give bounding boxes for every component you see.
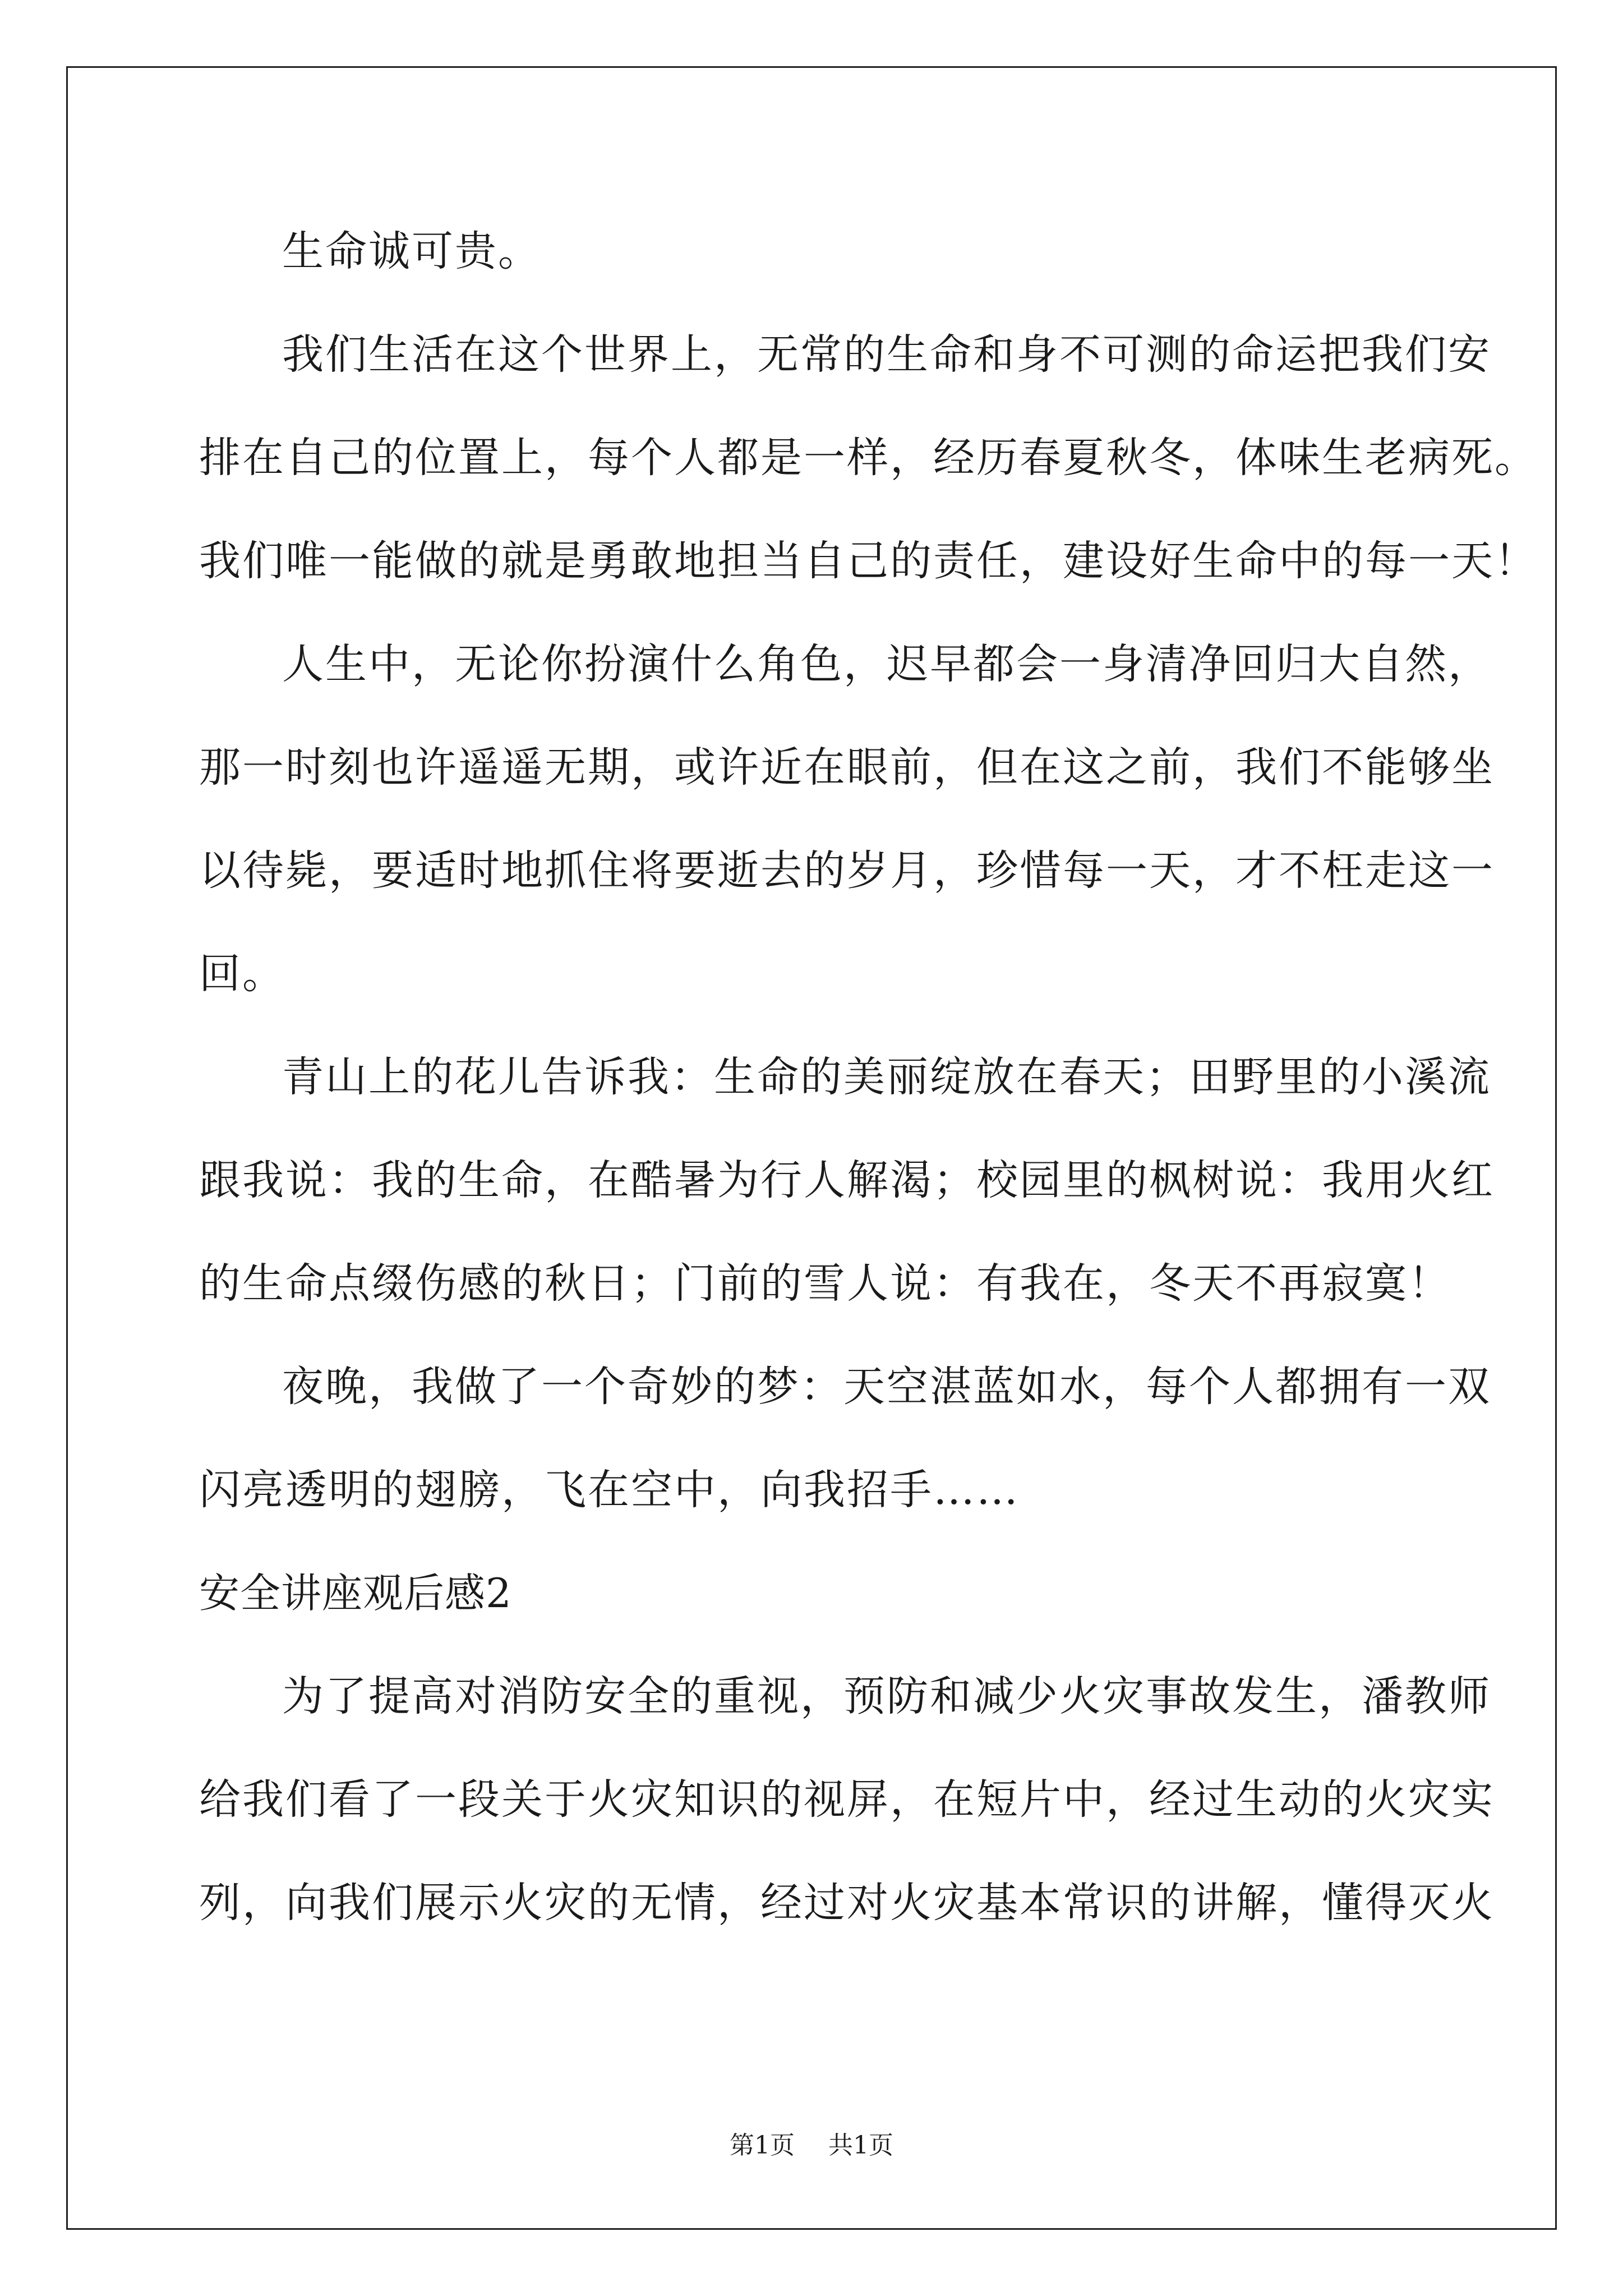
page-total: 共1页 <box>828 2131 893 2160</box>
text-line-12: 夜晚，我做了一个奇妙的梦：天空湛蓝如水，每个人都拥有一双 <box>282 1363 1491 1411</box>
section-heading: 安全讲座观后感2 <box>199 1570 512 1617</box>
text-line-7: 以待毙，要适时地抓住将要逝去的岁月，珍惜每一天，才不枉走这一 <box>199 846 1495 895</box>
page-number: 第1页 <box>730 2131 795 2160</box>
text-line-10: 跟我说：我的生命，在酷暑为行人解渴；校园里的枫树说：我用火红 <box>199 1156 1495 1204</box>
text-line-9: 青山上的花儿告诉我：生命的美丽绽放在春天；田野里的小溪流 <box>282 1053 1491 1101</box>
text-line-6: 那一时刻也许遥遥无期，或许近在眼前，但在这之前，我们不能够坐 <box>199 743 1495 792</box>
text-line-8: 回。 <box>199 950 285 998</box>
text-line-11: 的生命点缀伤感的秋日；门前的雪人说：有我在，冬天不再寂寞！ <box>199 1259 1451 1308</box>
text-line-13: 闪亮透明的翅膀，飞在空中，向我招手…… <box>199 1466 1020 1514</box>
text-line-2: 我们生活在这个世界上，无常的生命和身不可测的命运把我们安 <box>282 330 1491 379</box>
text-line-3: 排在自己的位置上，每个人都是一样，经历春夏秋冬，体味生老病死。 <box>199 434 1538 482</box>
text-line-17: 列，向我们展示火灾的无情，经过对火灾基本常识的讲解，懂得灭火 <box>199 1879 1495 1927</box>
text-line-1: 生命诚可贵。 <box>282 227 541 275</box>
text-line-16: 给我们看了一段关于火灾知识的视屏，在短片中，经过生动的火灾实 <box>199 1775 1495 1824</box>
text-line-4: 我们唯一能做的就是勇敢地担当自己的责任，建设好生命中的每一天！ <box>199 537 1538 585</box>
text-line-15: 为了提高对消防安全的重视，预防和减少火灾事故发生，潘教师 <box>282 1672 1491 1720</box>
page-footer <box>0 2129 1623 2162</box>
document-body <box>199 218 1538 1972</box>
text-line-5: 人生中，无论你扮演什么角色，迟早都会一身清净回归大自然， <box>282 640 1491 688</box>
